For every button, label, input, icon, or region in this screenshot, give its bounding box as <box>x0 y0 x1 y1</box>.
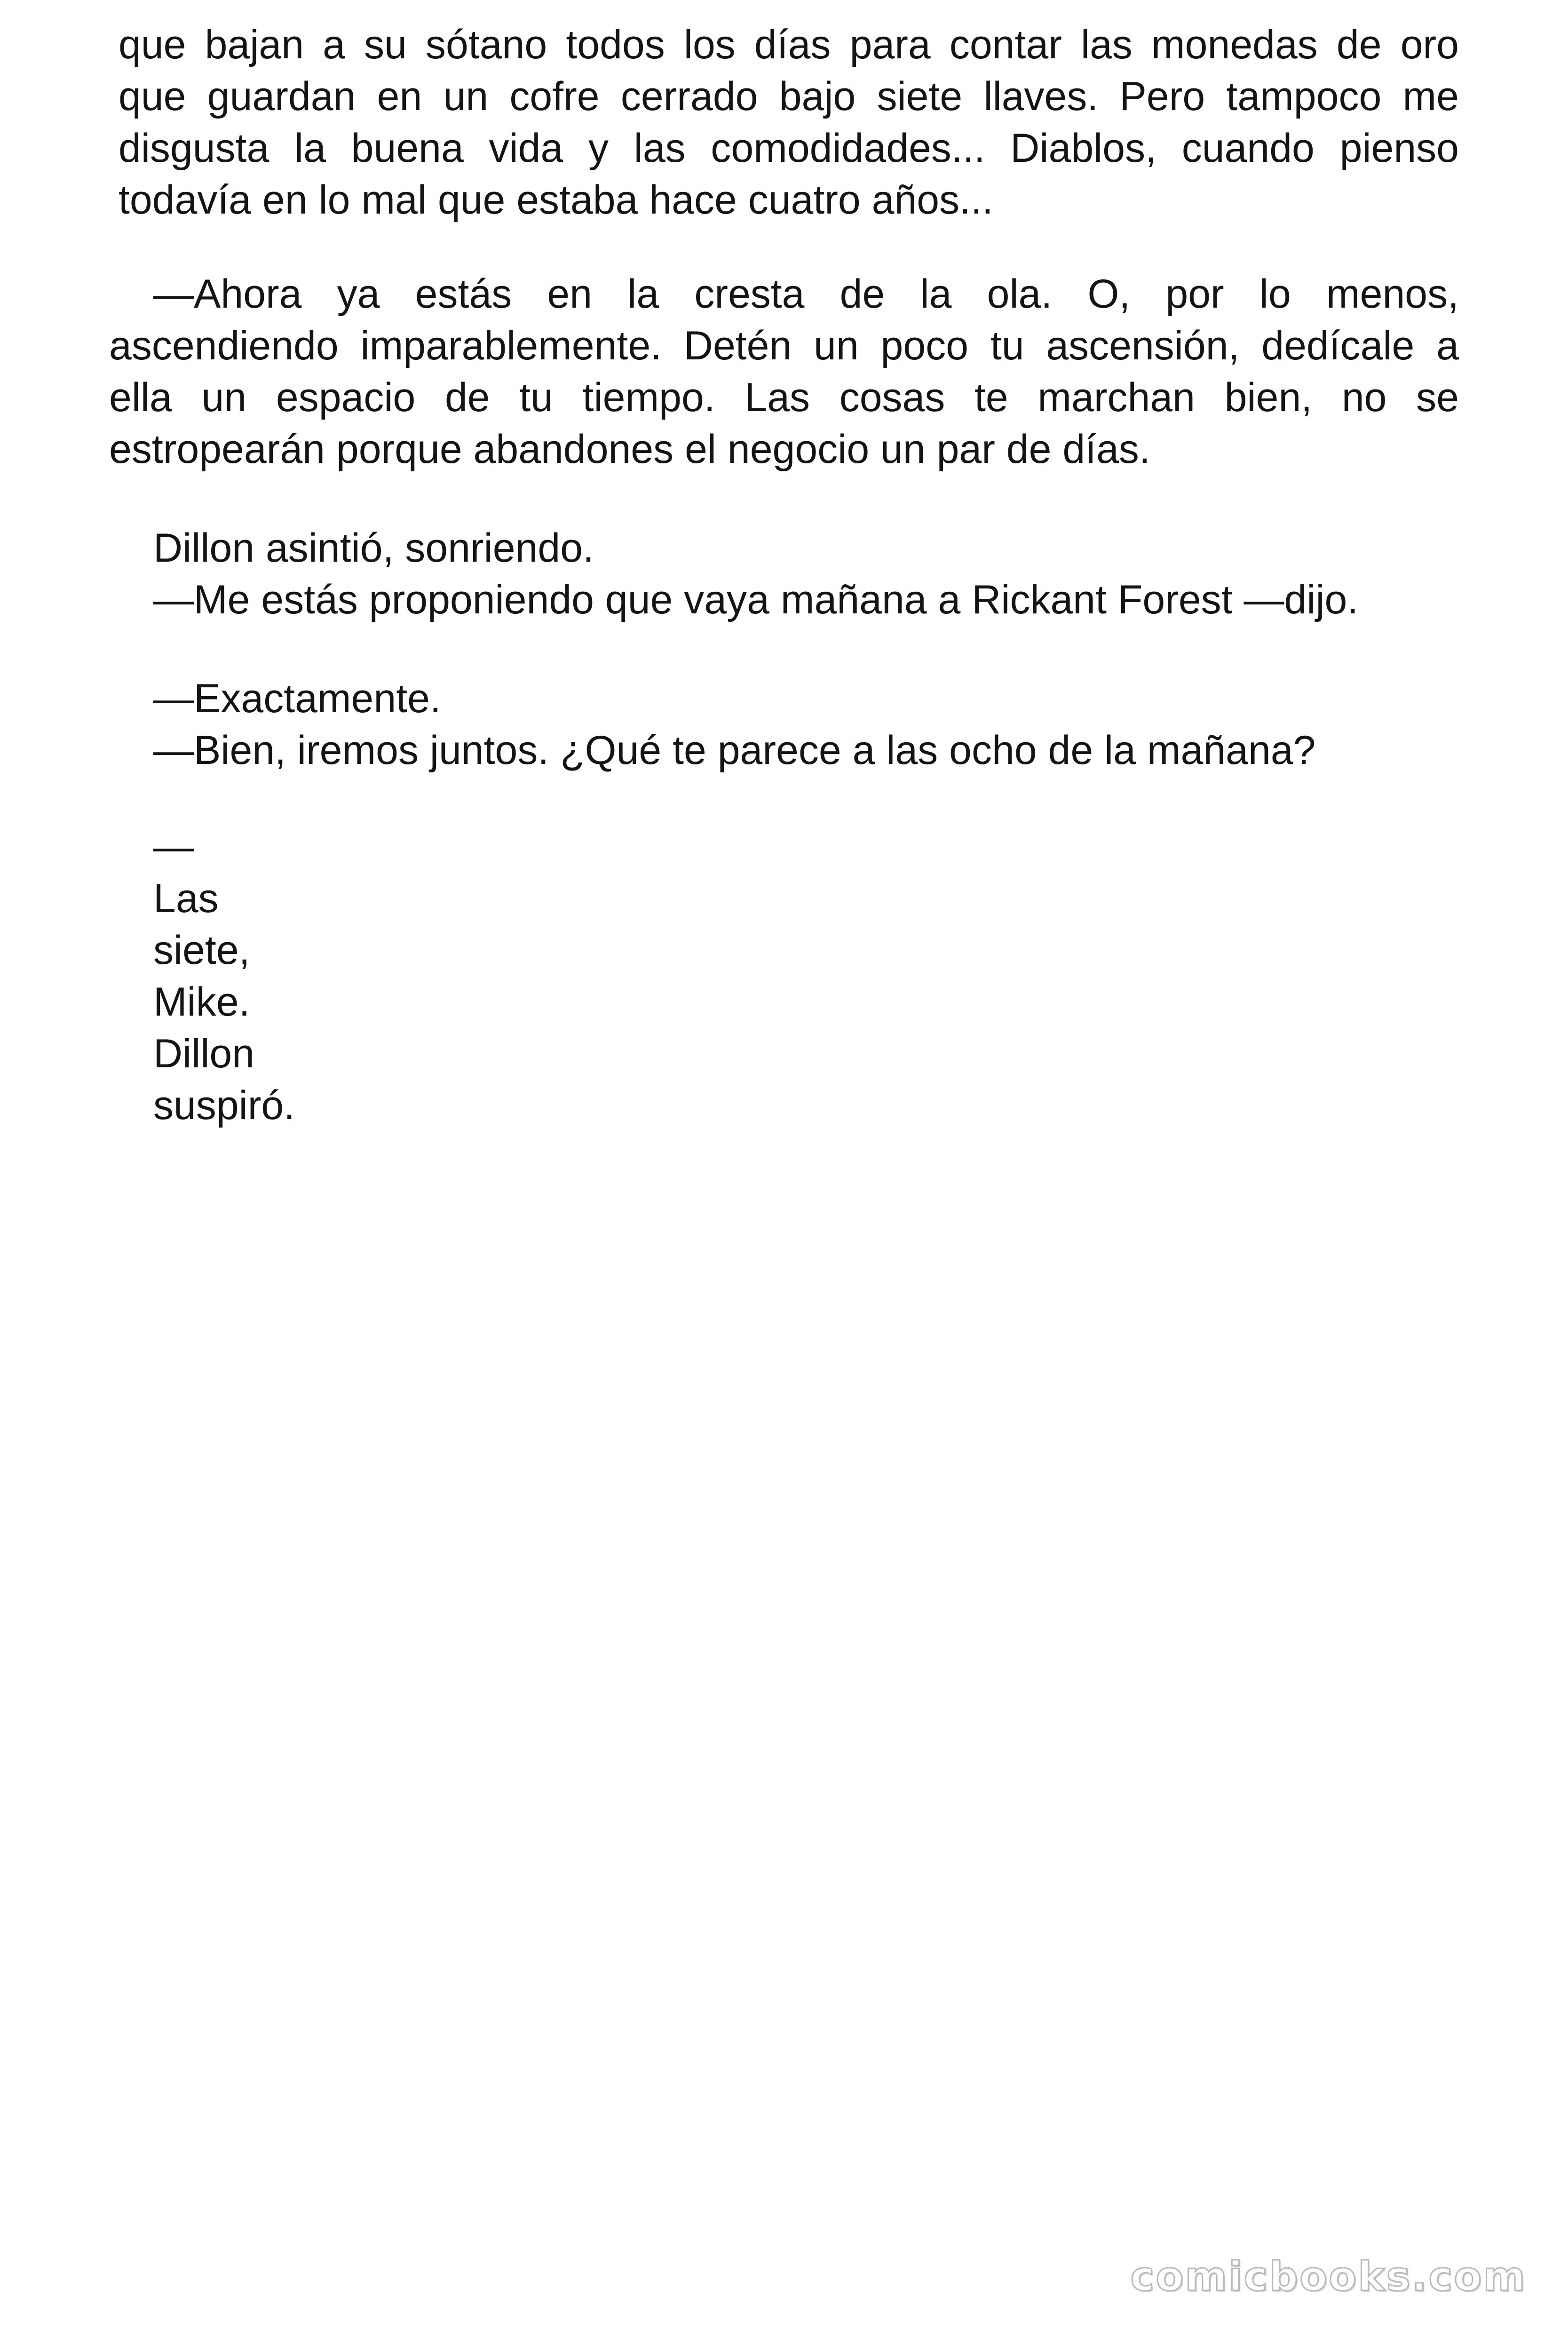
text-line: que bajan a su sótano todos los días para contar las monedas de oro <box>119 22 1459 67</box>
text-line: Dillon <box>153 1031 255 1076</box>
text-line: —Me estás proponiendo que vaya mañana a Rickant Forest —dijo. <box>153 577 1359 622</box>
text-line: ella un espacio de tu tiempo. Las cosas te marchan bien, no se <box>109 375 1459 420</box>
text-line: estropearán porque abandones el negocio un par de días. <box>109 427 1150 472</box>
text-line: suspiró. <box>153 1083 295 1128</box>
watermark-logo: comicbooks.com <box>1130 2253 1527 2300</box>
text-line: Dillon asintió, sonriendo. <box>153 525 594 571</box>
text-line: Las <box>153 876 219 921</box>
text-line: —Bien, iremos juntos. ¿Qué te parece a las ocho de la mañana? <box>153 728 1316 773</box>
text-line: todavía en lo mal que estaba hace cuatro años... <box>119 177 993 222</box>
text-line: que guardan en un cofre cerrado bajo siete llaves. Pero tampoco me <box>119 74 1459 119</box>
text-line: siete, <box>153 928 250 973</box>
text-line: —Ahora ya estás en la cresta de la ola. O, por lo menos, <box>153 271 1459 317</box>
text-line: disgusta la buena vida y las comodidades... Diablos, cuando pienso <box>119 126 1459 171</box>
text-line: ascendiendo imparablemente. Detén un poco tu ascensión, dedícale a <box>109 323 1459 368</box>
text-line: — <box>153 824 194 869</box>
text-line: Mike. <box>153 979 250 1025</box>
text-line: —Exactamente. <box>153 676 441 721</box>
